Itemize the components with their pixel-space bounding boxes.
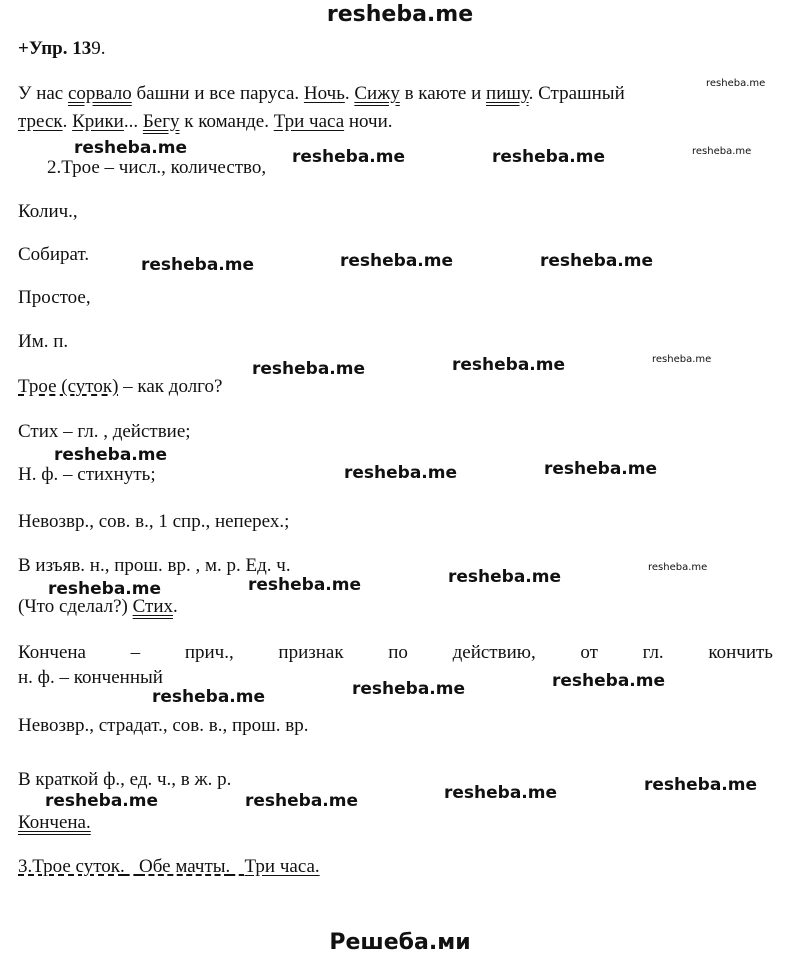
watermark: resheba.me (644, 775, 758, 795)
word: Кончена (18, 642, 86, 663)
word: прич., (184, 642, 234, 663)
word: действию, (452, 642, 536, 663)
watermark: resheba.me (48, 579, 162, 599)
exercise-title (18, 38, 105, 60)
text-segment: (Что сделал?) (18, 596, 133, 617)
watermark-small: resheba.me (706, 78, 766, 89)
word: по (388, 642, 408, 663)
word: от (580, 642, 598, 663)
watermark-small: resheba.me (648, 562, 708, 573)
answer-line-3 (18, 856, 320, 878)
analysis-konchena-line (18, 642, 773, 664)
watermark: resheba.me (492, 147, 606, 167)
watermark: resheba.me (552, 671, 666, 691)
analysis-nevozvr-2: Невозвр., страдат., сов. в., прош. вр. (18, 715, 309, 736)
predicate-pishu: пишу (486, 83, 529, 104)
predicate-sizhu: Сижу (354, 83, 400, 104)
watermark: resheba.me (45, 791, 159, 811)
subject-kriki: Крики (72, 111, 124, 132)
word: – (130, 642, 141, 663)
text-segment: к команде. (179, 111, 274, 132)
analysis-izyav: В изъяв. н., прош. вр. , м. р. Ед. ч. (18, 555, 291, 576)
predicate-stikh: Стих (132, 596, 173, 617)
analysis-chto-sdelal-line (18, 596, 178, 618)
watermark: resheba.me (141, 255, 255, 275)
analysis-kolich: Колич., (18, 201, 78, 222)
adverbial-troe-sutok: Трое (суток) (18, 376, 119, 397)
subject-tresk: треск (18, 111, 63, 132)
analysis-troe: 2.Трое – числ., количество, (47, 157, 267, 178)
text-segment: . (344, 83, 355, 104)
watermark: resheba.me (540, 251, 654, 271)
predicate-konchena: Кончена. (18, 812, 91, 833)
text-segment: У нас (18, 83, 68, 104)
word: признак (278, 642, 344, 663)
watermark: resheba.me (245, 791, 359, 811)
site-header: resheba.me (326, 2, 474, 27)
word: кончить (708, 642, 773, 663)
watermark: resheba.me (344, 463, 458, 483)
text-segment: башни и все паруса. (131, 83, 304, 104)
watermark: resheba.me (544, 459, 658, 479)
watermark: resheba.me (292, 147, 406, 167)
analysis-nf-konch: н. ф. – конченный (18, 667, 163, 688)
analysis-prostoe: Простое, (18, 287, 91, 308)
text-segment: . Страшный (528, 83, 625, 104)
text-segment: . (62, 111, 73, 132)
subject-noch: Ночь (303, 83, 345, 104)
analysis-kratk: В краткой ф., ед. ч., в ж. р. (18, 769, 232, 790)
analysis-nf-stikh: Н. ф. – стихнуть; (18, 464, 156, 485)
text-segment: – как долго? (118, 376, 223, 397)
watermark: resheba.me (448, 567, 562, 587)
predicate-begu: Бегу (142, 111, 180, 132)
analysis-troe-sutok-line (18, 376, 222, 398)
paragraph-line-2 (18, 111, 393, 133)
text-segment: . (173, 596, 178, 617)
watermark: resheba.me (152, 687, 266, 707)
predicate-sorvalo: сорвало (68, 83, 132, 104)
watermark: resheba.me (252, 359, 366, 379)
site-footer: Решеба.ми (329, 930, 471, 955)
watermark: resheba.me (248, 575, 362, 595)
watermark: resheba.me (340, 251, 454, 271)
watermark: resheba.me (452, 355, 566, 375)
phrase-troe-sutok: 3.Трое суток. (18, 856, 125, 877)
text-segment: в каюте и (399, 83, 487, 104)
phrase-tri-chasa: Три часа. (244, 856, 320, 877)
word: гл. (642, 642, 664, 663)
watermark: resheba.me (74, 138, 188, 158)
analysis-sobirat: Собират. (18, 244, 90, 265)
analysis-imp: Им. п. (18, 331, 69, 352)
watermark: resheba.me (54, 445, 168, 465)
exercise-title-prefix: +Упр. 13 (18, 38, 92, 59)
watermark-small: resheba.me (652, 354, 712, 365)
subject-tri-chasa: Три часа (273, 111, 345, 132)
watermark-small: resheba.me (692, 146, 752, 157)
analysis-nevozvr-1: Невозвр., сов. в., 1 спр., неперех.; (18, 511, 290, 532)
text-segment: ... (123, 111, 143, 132)
exercise-title-suffix: 9. (91, 38, 106, 59)
phrase-obe-machty: Обе мачты. (139, 856, 231, 877)
text-segment: ночи. (344, 111, 393, 132)
paragraph-line-1 (18, 83, 778, 105)
watermark: resheba.me (444, 783, 558, 803)
analysis-stikh: Стих – гл. , действие; (18, 421, 191, 442)
watermark: resheba.me (352, 679, 466, 699)
